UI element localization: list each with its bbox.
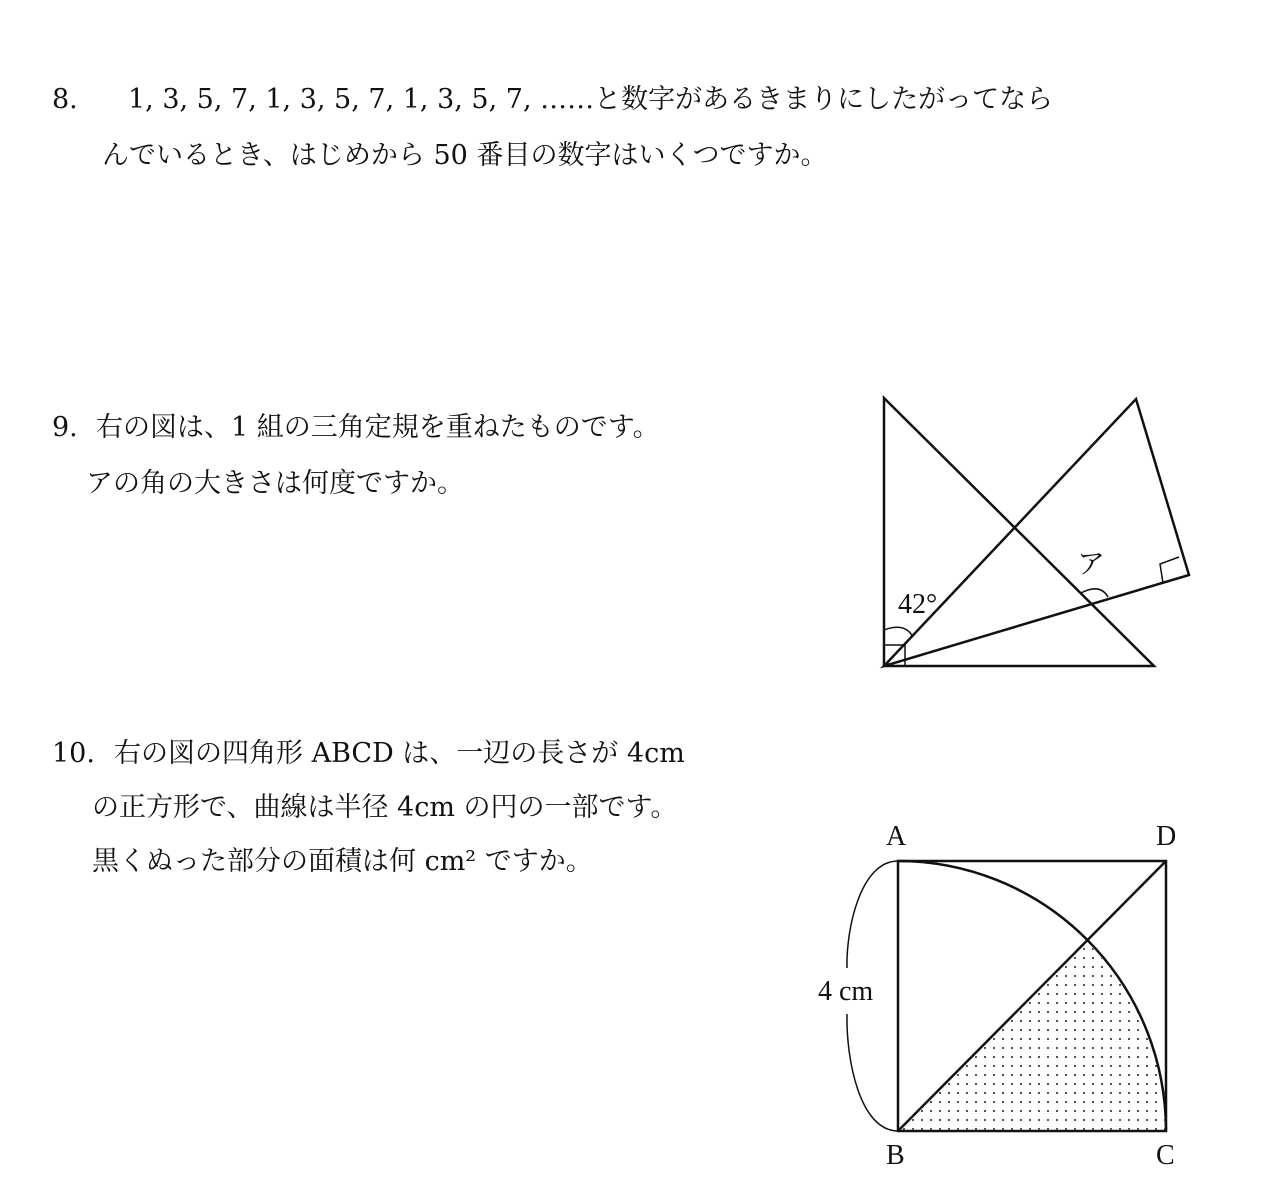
angle-arc-a bbox=[1081, 589, 1108, 597]
q10-line-2: の正方形で、曲線は半径 4cm の円の一部です。 bbox=[92, 792, 678, 823]
q9-line-1: 右の図は、1 組の三角定規を重ねたものです。 bbox=[96, 412, 660, 443]
triangle-30-60 bbox=[884, 399, 1189, 666]
angle-42-label: 42° bbox=[898, 589, 938, 620]
q10-line-1: 右の図の四角形 ABCD は、一辺の長さが 4cm bbox=[114, 738, 685, 769]
q9-line-2: アの角の大きさは何度ですか。 bbox=[86, 468, 464, 499]
vertex-a: A bbox=[886, 821, 907, 852]
q9-number: 9. bbox=[52, 412, 78, 443]
q8-number: 8. bbox=[52, 84, 78, 115]
triangle-rulers-figure bbox=[884, 398, 1189, 666]
q8-line-1: 1, 3, 5, 7, 1, 3, 5, 7, 1, 3, 5, 7, ……と数字があるきまりにしたがってなら bbox=[128, 84, 1054, 115]
vertex-d: D bbox=[1156, 821, 1177, 852]
q8-line-2: んでいるとき、はじめから 50 番目の数字はいくつですか。 bbox=[102, 140, 828, 171]
vertex-b: B bbox=[886, 1140, 905, 1171]
square-figure bbox=[818, 821, 1176, 1171]
q10-line-3: 黒くぬった部分の面積は何 cm² ですか。 bbox=[92, 846, 593, 877]
vertex-c: C bbox=[1156, 1140, 1175, 1171]
angle-arc-42 bbox=[884, 627, 913, 637]
q10-number: 10. bbox=[52, 738, 95, 769]
angle-a-label: ア bbox=[1077, 549, 1106, 580]
side-length-label: 4 cm bbox=[818, 976, 874, 1007]
